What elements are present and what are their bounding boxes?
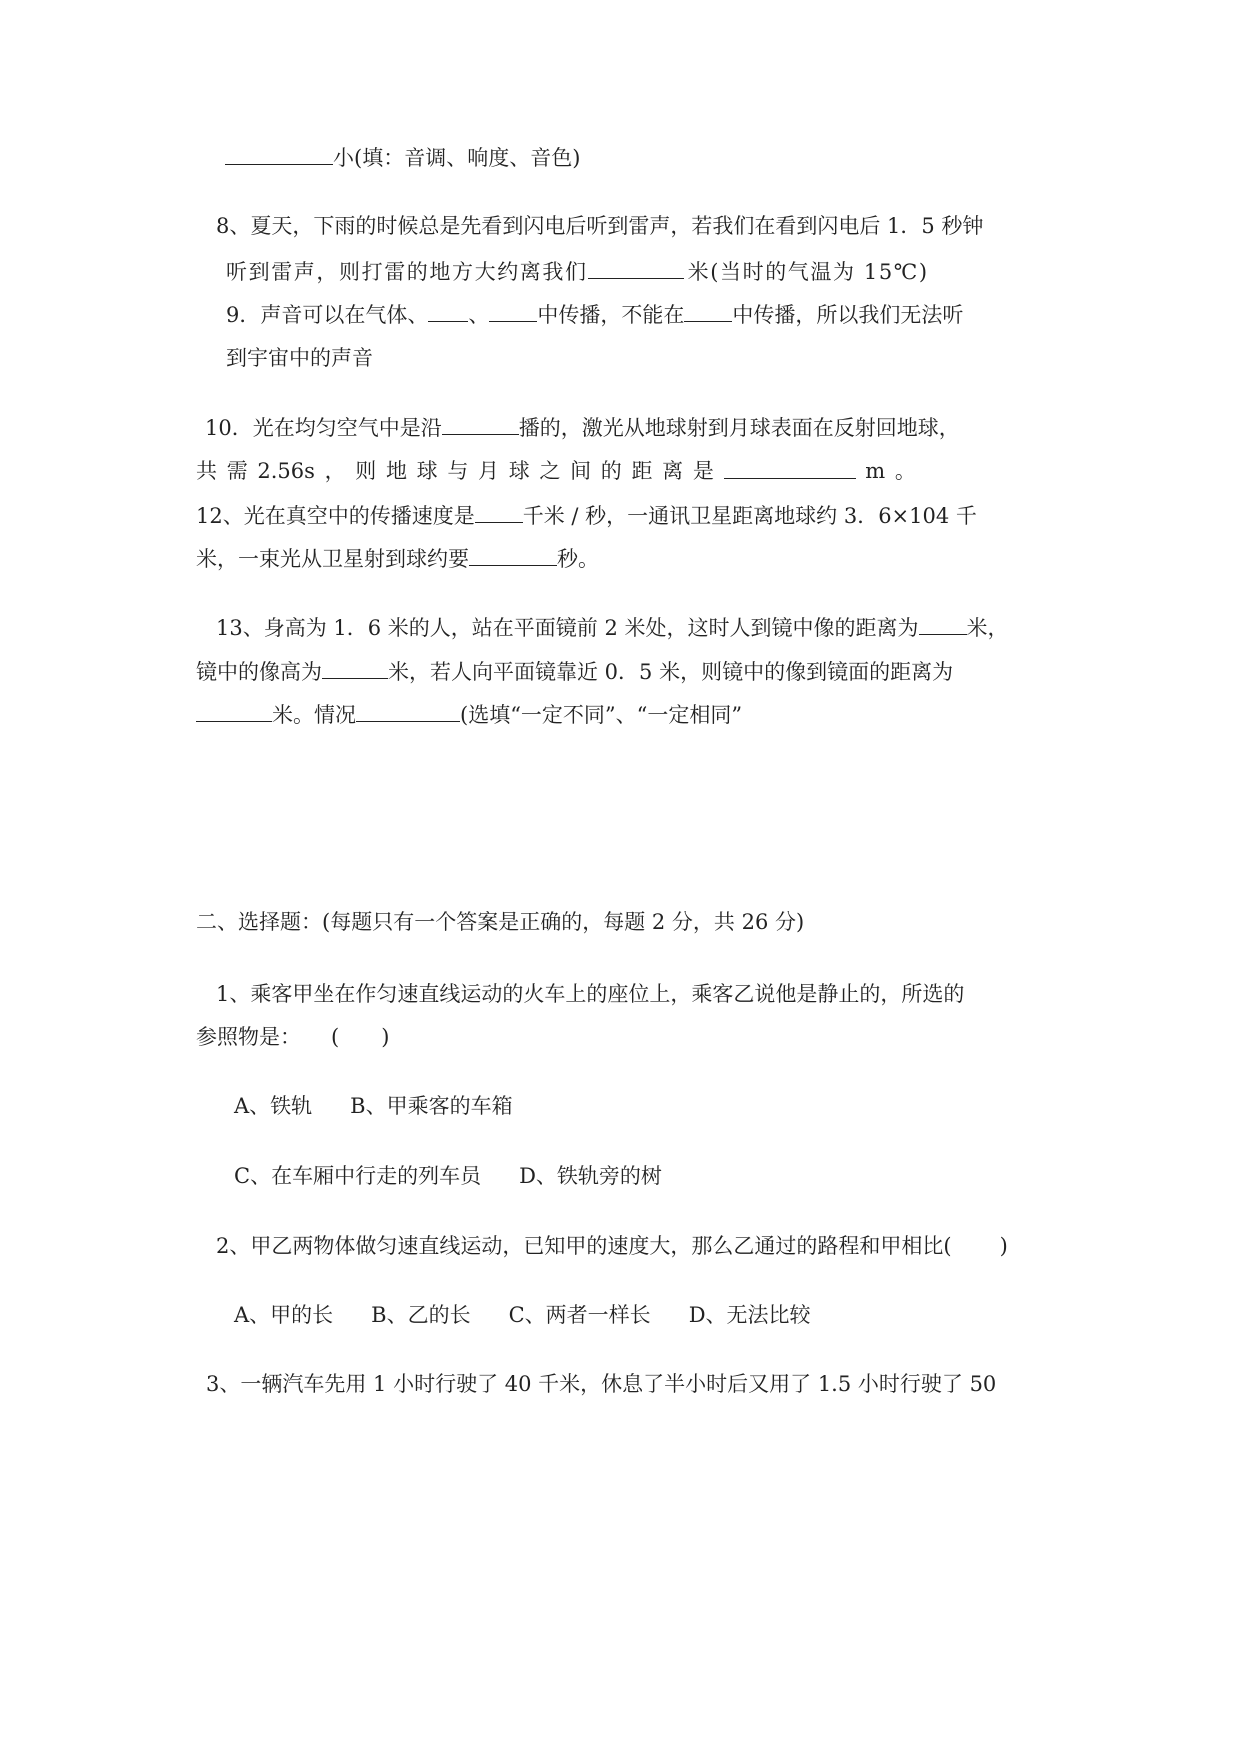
- choice-q3-line1: 3、一辆汽车先用 1 小时行驶了 40 千米，休息了半小时后又用了 1.5 小时行驶了 50: [206, 1372, 997, 1396]
- q13-line1-prefix: 13、身高为 1．6 米的人，站在平面镜前 2 米处，这时人到镜中像的距离为: [216, 616, 919, 640]
- option-b[interactable]: B、甲乘客的车箱: [350, 1094, 513, 1118]
- q12-line1: [196, 500, 977, 531]
- answer-blank[interactable]: [919, 612, 967, 635]
- q10-line1-prefix: 10．光在均匀空气中是沿: [205, 416, 442, 440]
- q12-line2: [196, 543, 599, 574]
- answer-blank[interactable]: [322, 656, 388, 679]
- answer-blank[interactable]: [428, 299, 468, 322]
- q9-part1: 9．声音可以在气体、: [226, 303, 429, 327]
- q13-line3-suffix: (选填“一定不同”、“一定相同”: [460, 703, 743, 727]
- q10-unit: m: [865, 459, 886, 483]
- q9-line1: [226, 299, 963, 330]
- q8-line2: [226, 256, 929, 287]
- choice-q2-options: [234, 1300, 811, 1330]
- option-a[interactable]: A、铁轨: [234, 1094, 313, 1118]
- q12-line2-suffix: 秒。: [557, 547, 599, 571]
- q9-part2: 、: [468, 303, 490, 327]
- q10-word: 球: [416, 459, 438, 483]
- q10-word: 地: [385, 459, 407, 483]
- q10-word: 距: [631, 459, 653, 483]
- choice-q1-answer-paren[interactable]: ( ): [331, 1025, 390, 1049]
- q10-word: 之: [539, 459, 561, 483]
- q12-line2-prefix: 米，一束光从卫星射到球约要: [196, 547, 469, 571]
- answer-blank[interactable]: [356, 699, 460, 722]
- option-c[interactable]: C、在车厢中行走的列车员: [234, 1164, 482, 1188]
- q10-line1-suffix: 播的，激光从地球射到月球表面在反射回地球，: [518, 416, 960, 440]
- q10-line1: [205, 412, 960, 443]
- q10-word: 离: [662, 459, 684, 483]
- q13-line3-mid: 米。情况: [272, 703, 356, 727]
- q9-part3: 中传播，不能在: [537, 303, 685, 327]
- q10-line2-words: [196, 456, 916, 486]
- option-d[interactable]: D、铁轨旁的树: [519, 1164, 662, 1188]
- q8-line2-suffix: 米(当时的气温为 15℃): [687, 260, 929, 284]
- q10-line2: [196, 456, 916, 486]
- choice-q1-stem: 参照物是：: [196, 1025, 301, 1049]
- answer-blank[interactable]: [442, 412, 519, 435]
- option-d[interactable]: D、无法比较: [688, 1303, 811, 1327]
- section-heading: 二、选择题：(每题只有一个答案是正确的，每题 2 分，共 26 分): [196, 910, 805, 934]
- q13-line2: [196, 656, 953, 687]
- q12-line1-suffix: 千米 / 秒，一通讯卫星距离地球约 3．6×104 千: [522, 504, 977, 528]
- q9-line2: 到宇宙中的声音: [226, 346, 373, 370]
- q13-line2-suffix: 米，若人向平面镜靠近 0．5 米，则镜中的像到镜面的距离为: [388, 660, 954, 684]
- q13-line3: [196, 699, 742, 730]
- q10-word: 是: [692, 459, 714, 483]
- q8-line1: 8、夏天，下雨的时候总是先看到闪电后听到雷声，若我们在看到闪电后 1．5 秒钟: [216, 214, 984, 238]
- q10-word: 2.56s: [257, 459, 315, 483]
- q10-word: 间: [570, 459, 592, 483]
- option-c[interactable]: C、两者一样长: [508, 1303, 651, 1327]
- q10-word: 共: [196, 459, 217, 483]
- answer-blank[interactable]: [196, 699, 272, 722]
- answer-blank[interactable]: [469, 543, 557, 566]
- q10-end: 。: [894, 459, 916, 483]
- q8-line2-prefix: 听到雷声，则打雷的地方大约离我们: [226, 260, 588, 284]
- q10-word: 与: [447, 459, 469, 483]
- answer-blank[interactable]: [684, 299, 732, 322]
- answer-blank[interactable]: [475, 500, 523, 523]
- q7-tail-text: 小(填：音调、响度、音色): [333, 146, 581, 170]
- q10-word: 则: [355, 459, 377, 483]
- q13-line1: [216, 612, 1009, 643]
- choice-q1-line1: 1、乘客甲坐在作匀速直线运动的火车上的座位上，乘客乙说他是静止的，所选的: [216, 982, 965, 1006]
- option-a[interactable]: A、甲的长: [234, 1303, 334, 1327]
- answer-blank[interactable]: [489, 299, 537, 322]
- option-b[interactable]: B、乙的长: [371, 1303, 471, 1327]
- q10-word: 球: [508, 459, 530, 483]
- choice-q2-line1: [216, 1231, 1008, 1261]
- choice-q1-line2: [196, 1022, 389, 1052]
- answer-blank[interactable]: [588, 256, 684, 279]
- answer-blank[interactable]: [724, 456, 856, 479]
- q12-line1-prefix: 12、光在真空中的传播速度是: [196, 504, 475, 528]
- choice-q1-options-cd: [234, 1161, 662, 1191]
- q10-word: 月: [478, 459, 500, 483]
- q13-line2-prefix: 镜中的像高为: [196, 660, 322, 684]
- q10-word: 需: [226, 459, 248, 483]
- q7-tail-line: [225, 142, 580, 173]
- q10-word: ，: [324, 459, 346, 483]
- q9-part4: 中传播，所以我们无法听: [732, 303, 964, 327]
- q10-word: 的: [600, 459, 622, 483]
- answer-blank[interactable]: [225, 142, 333, 165]
- choice-q1-options-ab: [234, 1091, 513, 1121]
- choice-q2-answer-paren-close[interactable]: ): [999, 1234, 1008, 1258]
- q13-line1-suffix: 米，: [966, 616, 1009, 640]
- choice-q2-stem: 2、甲乙两物体做匀速直线运动，已知甲的速度大，那么乙通过的路程和甲相比(: [216, 1234, 952, 1258]
